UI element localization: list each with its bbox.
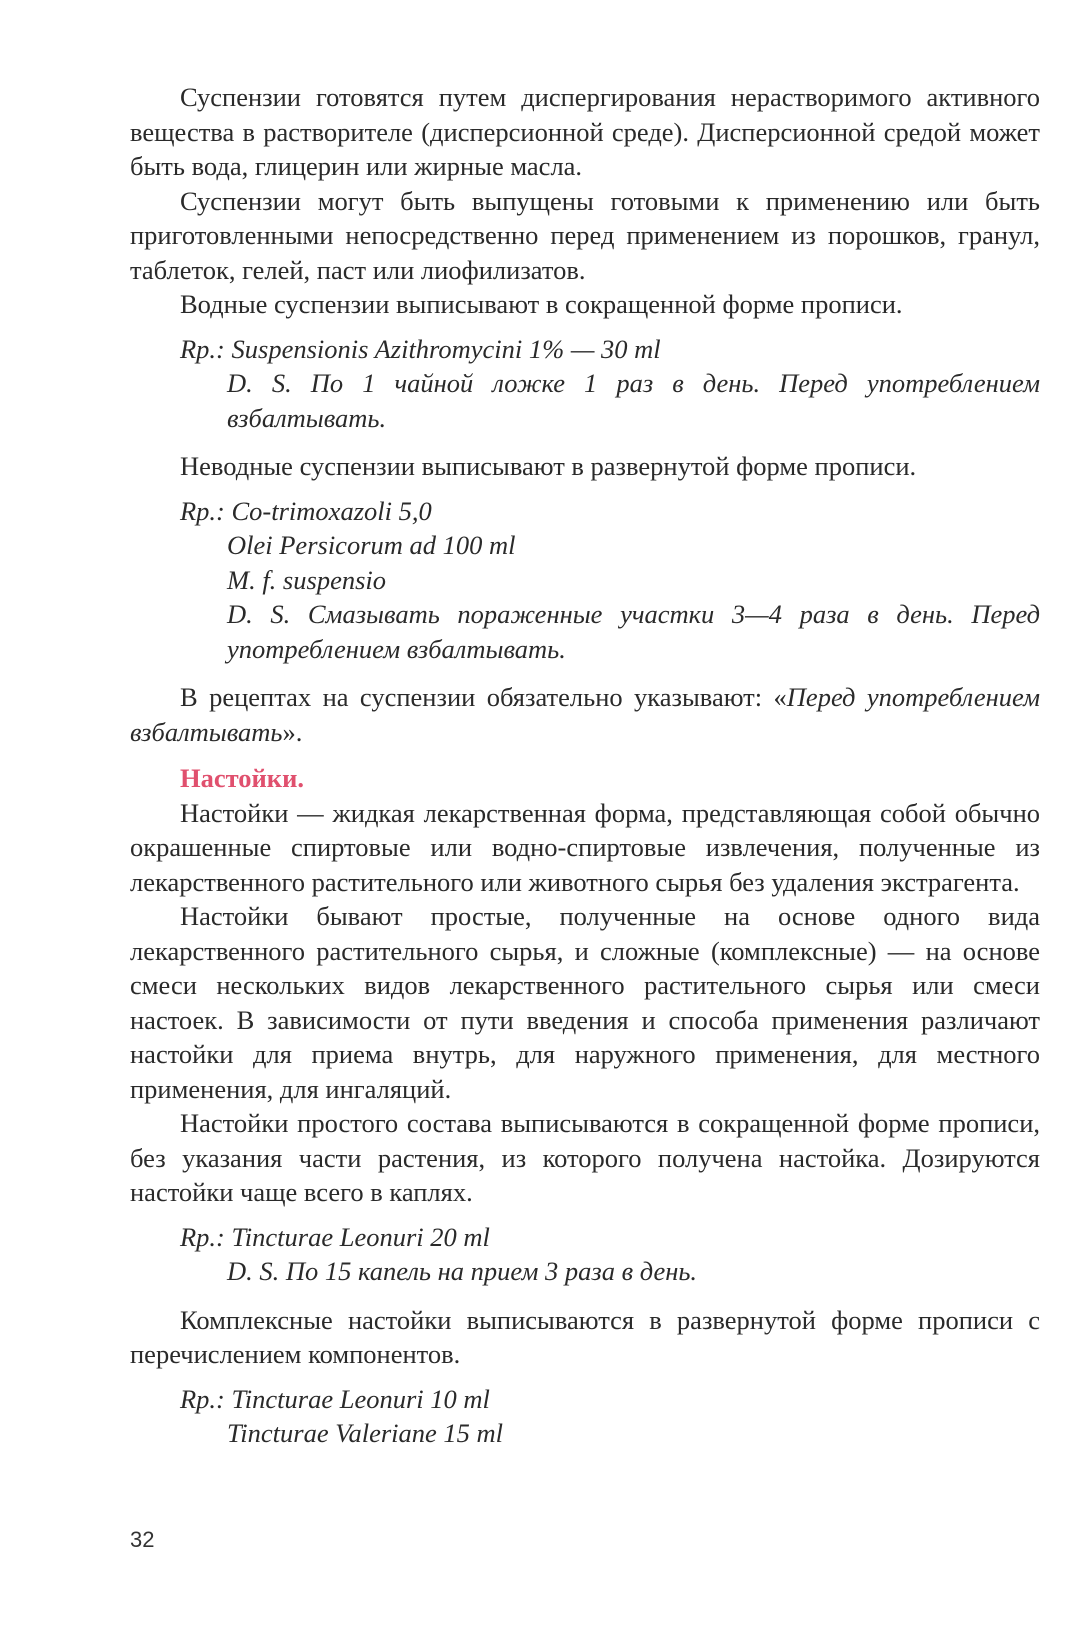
paragraph-suspension-forms: Суспензии могут быть выпущены готовыми к применению или быть приготовленными непосредственно перед применением из порошков, гранул, таблеток, гелей, паст или лиофилизатов.	[130, 185, 1040, 285]
recipe-line: M. f. suspensio	[227, 564, 386, 595]
paragraph-tincture-definition: Настойки — жидкая лекарственная форма, представляющая собой обычно окрашенные спиртовые или водно-спиртовые извлечения, полученные из лекарственного растительного или животного сырья без удаления экстрагента.	[130, 797, 1040, 897]
paragraph-suspension-definition: Суспензии готовятся путем диспергирования нерастворимого активного вещества в растворителе (дисперсионной среде). Дисперсионной средой может быть вода, глицерин или жирные масла.	[130, 82, 1040, 181]
paragraph-simple-tinctures: Настойки простого состава выписываются в сокращенной форме прописи, без указания части растения, из которого получена настойка. Дозируются настойки чаще всего в каплях.	[130, 1108, 1040, 1207]
paragraph-tincture-types: Настойки бывают простые, полученные на основе одного вида лекарственного растительного сырья, и сложные (комплексные) — на основе смеси нескольких видов лекарственного растительного сырья или смеси настоек. В зависимости от пути введения и способа применения различают настойки для приема внутрь, для наружного применения, для местного применения, для ингаляций.	[130, 901, 1040, 1104]
recipe-line: Olei Persicorum ad 100 ml	[227, 530, 516, 560]
recipe-line: D. S. По 1 чайной ложке 1 раз в день. Перед употреблением взбалтывать.	[227, 368, 1040, 433]
recipe-leonurus	[180, 1220, 1040, 1289]
recipe-line: Rp.: Suspensionis Azithromycini 1% — 30 ml	[180, 333, 661, 364]
recipe-line: Rp.: Tincturae Leonuri 20 ml	[180, 1221, 490, 1252]
text-segment: В рецептах на суспензии обязательно указывают: «	[180, 682, 787, 712]
recipe-line: D. S. Смазывать пораженные участки 3—4 раза в день. Перед употреблением взбалтывать.	[227, 599, 1040, 664]
paragraph-nonaqueous-suspensions: Неводные суспензии выписывают в развернутой форме прописи.	[180, 451, 917, 481]
recipe-line: D. S. По 15 капель на прием 3 раза в день.	[227, 1256, 698, 1286]
recipe-line: Rp.: Co-trimoxazoli 5,0	[180, 495, 432, 526]
recipe-leonurus-valerian	[180, 1382, 1040, 1451]
section-heading-tinctures: Настойки.	[180, 763, 304, 793]
text-segment: ».	[282, 716, 303, 747]
recipe-line: Tincturae Valeriane 15 ml	[227, 1418, 504, 1448]
recipe-line: Rp.: Tincturae Leonuri 10 ml	[180, 1383, 490, 1414]
paragraph-complex-tinctures: Комплексные настойки выписываются в развернутой форме прописи с перечислением компонентов.	[130, 1304, 1040, 1369]
paragraph-shake-instruction	[130, 680, 1040, 749]
paragraph-aqueous-suspensions: Водные суспензии выписывают в сокращенной форме прописи.	[180, 289, 903, 319]
recipe-co-trimoxazole	[180, 494, 1040, 667]
page-number: 32	[130, 1527, 155, 1552]
recipe-azithromycin	[180, 332, 1040, 436]
document-page	[130, 80, 1040, 1465]
text-segment-italic: Перед употреблением взбалтывать	[130, 682, 1040, 747]
